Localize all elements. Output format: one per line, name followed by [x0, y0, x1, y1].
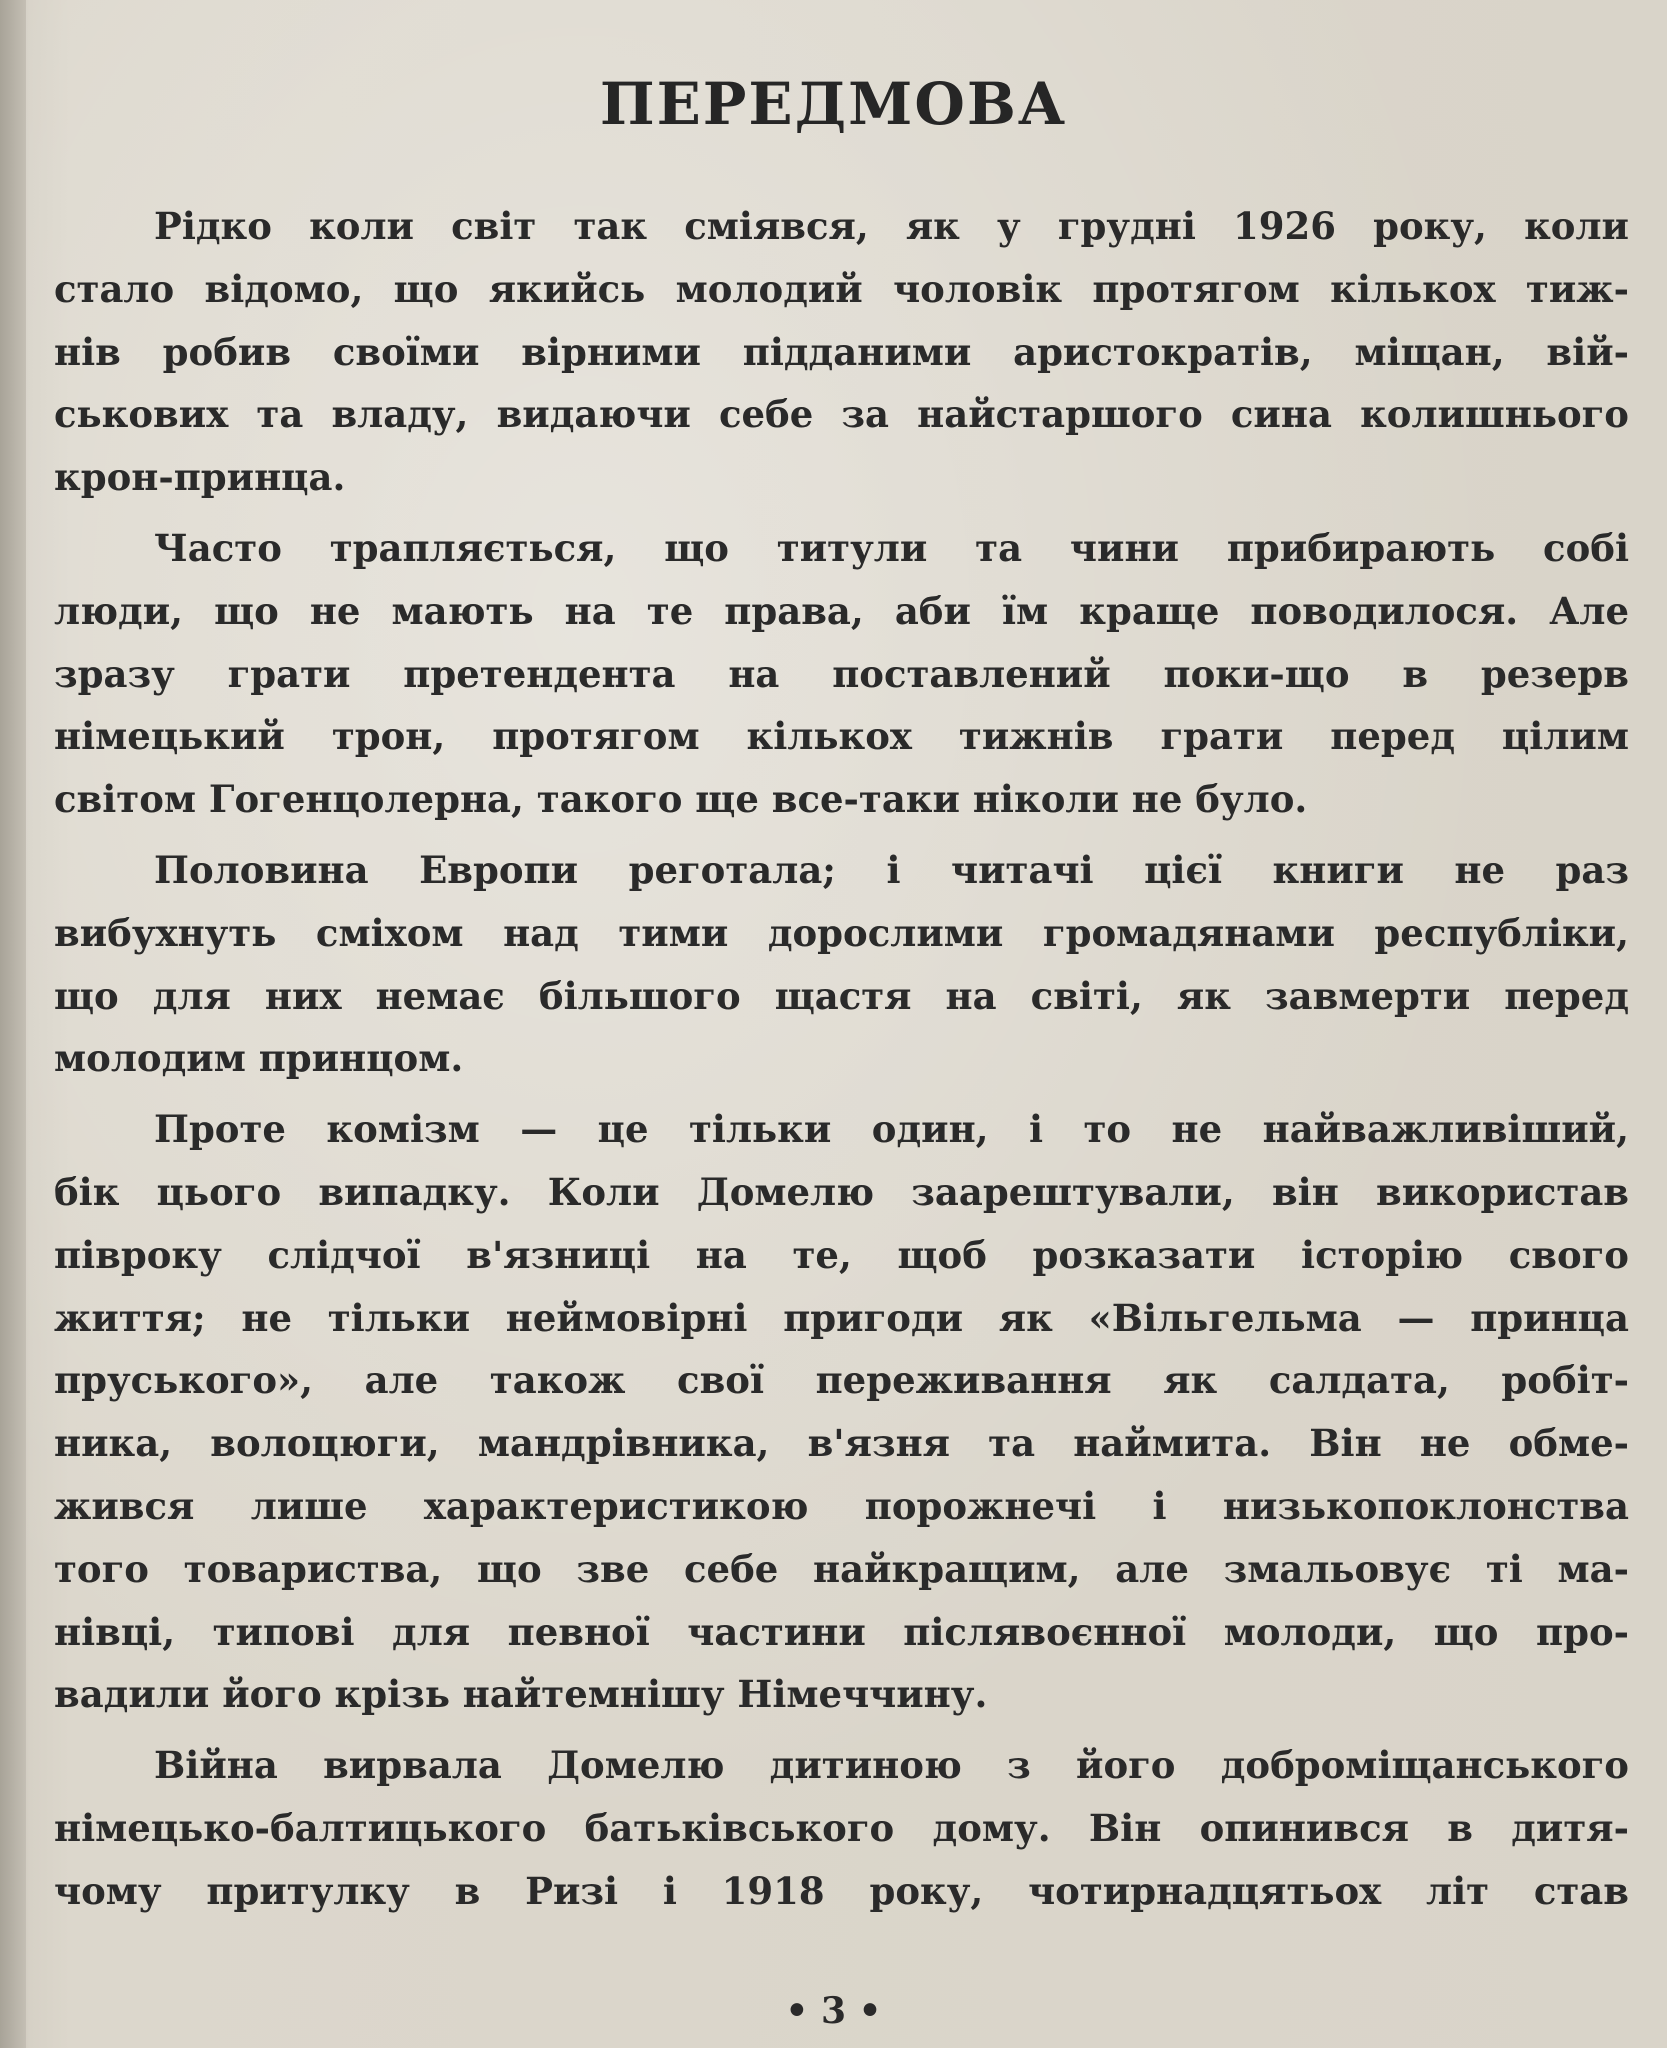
text-line: вибухнуть сміхом над тими дорослими громадянами республіки, — [54, 910, 1629, 955]
text-line: Рідко коли світ так сміявся, як у грудні 1926 року, коли — [154, 204, 1629, 248]
text-line: того товариства, що зве себе найкращим, але змальовує ті ма- — [54, 1546, 1629, 1591]
text-line: німецько-балтицького батьківського дому. Він опинився в дитя- — [54, 1805, 1629, 1850]
text-line: люди, що не мають на те права, аби їм краще поводилося. Але — [54, 588, 1629, 633]
text-line: світом Гогенцолерна, такого ще все-таки ніколи не було. — [54, 777, 1308, 822]
text-line: стало відомо, що якийсь молодий чоловік протягом кількох тиж- — [54, 266, 1629, 311]
text-line: ськових та владу, видаючи себе за найстаршого сина колишнього — [54, 392, 1629, 437]
text-line: нівці, типові для певної частини післявоєнної молоди, що про- — [54, 1609, 1629, 1654]
text-line: Війна вирвала Домелю дитиною з його доброміщанського — [154, 1743, 1629, 1788]
text-line: зразу грати претендента на поставлений поки-що в резерв — [54, 651, 1629, 696]
text-line: пруського», але також свої переживання як салдата, робіт- — [54, 1358, 1629, 1403]
paragraph — [54, 195, 1629, 509]
text-line: жився лише характеристикою порожнечі і низькопоклонства — [54, 1483, 1629, 1528]
body-text — [54, 195, 1629, 1931]
paragraph — [54, 517, 1629, 831]
text-line: молодим принцом. — [54, 1036, 464, 1081]
page-binding-edge — [0, 0, 26, 2048]
paragraph — [54, 1098, 1629, 1726]
paragraph — [54, 839, 1629, 1090]
text-line: вадили його крізь найтемнішу Німеччину. — [54, 1672, 988, 1717]
text-line: крон-принца. — [54, 455, 346, 500]
text-line: Проте комізм — це тільки один, і то не найважливіший, — [154, 1107, 1629, 1152]
text-line: Часто трапляється, що титули та чини прибирають собі — [154, 525, 1629, 570]
paragraph — [54, 1734, 1629, 1922]
text-line: нів робив своїми вірними підданими аристократів, міщан, вій- — [54, 329, 1629, 374]
page-number: • 3 • — [785, 1990, 882, 2032]
text-line: чому притулку в Ризі і 1918 року, чотирнадцятьох літ став — [54, 1868, 1629, 1913]
text-line: життя; не тільки неймовірні пригоди як «Вільгельма — принца — [54, 1295, 1629, 1340]
text-line: Половина Европи реготала; і читачі цієї книги не раз — [154, 847, 1629, 892]
text-line: півроку слідчої в'язниці на те, щоб розказати історію свого — [54, 1232, 1629, 1277]
text-line: бік цього випадку. Коли Домелю заарештували, він використав — [54, 1169, 1629, 1214]
text-line: що для них немає більшого щастя на світі, як завмерти перед — [54, 973, 1629, 1018]
text-line: ника, волоцюги, мандрівника, в'язня та наймита. Він не обме- — [54, 1421, 1629, 1466]
text-line: німецький трон, протягом кількох тижнів грати перед цілим — [54, 714, 1629, 759]
page-title: ПЕРЕДМОВА — [599, 70, 1068, 138]
